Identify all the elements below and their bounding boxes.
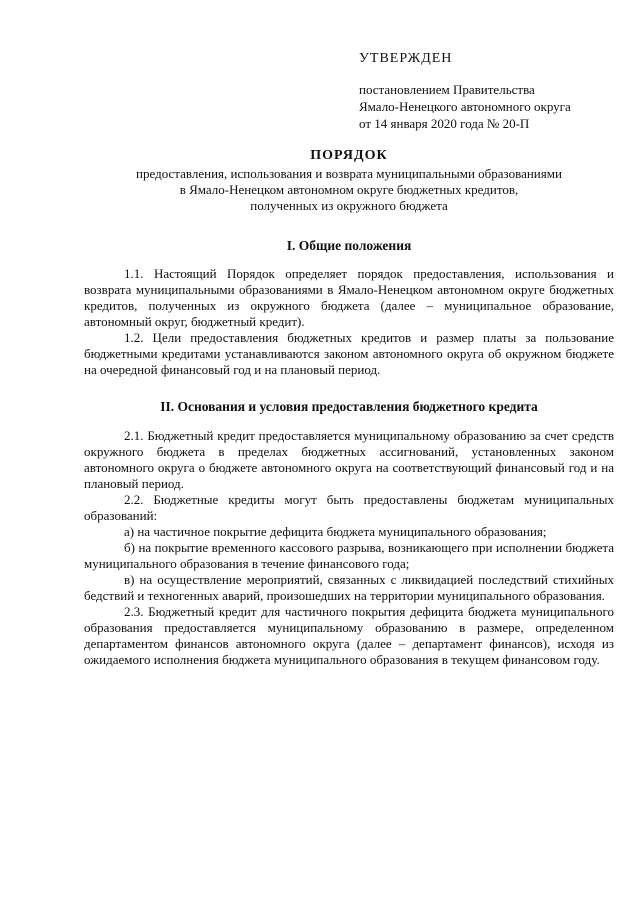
- section-1-body: [84, 266, 614, 378]
- paragraph-2-2-b: б) на покрытие временного кассового разрыва, возникающего при исполнении бюджета муниципального образования в течение финансового года;: [84, 540, 614, 571]
- paragraph-2-1: 2.1. Бюджетный кредит предоставляется муниципальному образованию за счет средств окружного бюджета в пределах бюджетных ассигнований, установленных законом автономного округа о бюджете автономного округа на соответствующий финансовый год и на плановый период.: [84, 428, 614, 491]
- approval-block: [359, 50, 599, 132]
- paragraph-2-2: 2.2. Бюджетные кредиты могут быть предоставлены бюджетам муниципальных образований:: [84, 492, 614, 523]
- paragraph-2-2-a: а) на частичное покрытие дефицита бюджета муниципального образования;: [124, 524, 547, 539]
- section-1-heading: I. Общие положения: [286, 238, 412, 253]
- paragraph-1-1: 1.1. Настоящий Порядок определяет порядок предоставления, использования и возврата муниципальными образованиями в Ямало-Ненецком автономном округе бюджетных кредитов, полученных из окружного бюджета (далее – муниципальное образование, автономный округ, бюджетный кредит).: [84, 266, 614, 329]
- paragraph-1-2: 1.2. Цели предоставления бюджетных кредитов и размер платы за пользование бюджетными кредитами устанавливаются законом автономного округа об окружном бюджете на очередной финансовый год и на плановый период.: [84, 330, 614, 377]
- document-title-block: [84, 148, 614, 214]
- document-subtitle-line-1: предоставления, использования и возврата муниципальными образованиями: [136, 166, 562, 181]
- approval-line-2: Ямало-Ненецкого автономного округа: [359, 99, 571, 114]
- document-title: ПОРЯДОК: [310, 148, 388, 163]
- approval-line-3: от 14 января 2020 года № 20-П: [359, 116, 530, 131]
- paragraph-2-2-c: в) на осуществление мероприятий, связанных с ликвидацией последствий стихийных бедствий и техногенных аварий, произошедших на территории муниципального образования.: [84, 572, 614, 603]
- section-2-heading: II. Основания и условия предоставления бюджетного кредита: [160, 399, 538, 414]
- section-2-body: [84, 428, 614, 668]
- document-subtitle-line-2: в Ямало-Ненецком автономном округе бюджетных кредитов,: [179, 182, 519, 197]
- document-subtitle-line-3: полученных из окружного бюджета: [250, 198, 448, 213]
- approval-heading: УТВЕРЖДЕН: [359, 51, 453, 66]
- approval-line-1: постановлением Правительства: [359, 82, 535, 97]
- paragraph-2-3: 2.3. Бюджетный кредит для частичного покрытия дефицита бюджета муниципального образования предоставляется муниципальному образованию в размере, определенном департаментом финансов автономного округа (далее – департамент финансов), исходя из ожидаемого исполнения бюджета муниципального образования в текущем финансовом году.: [84, 604, 614, 667]
